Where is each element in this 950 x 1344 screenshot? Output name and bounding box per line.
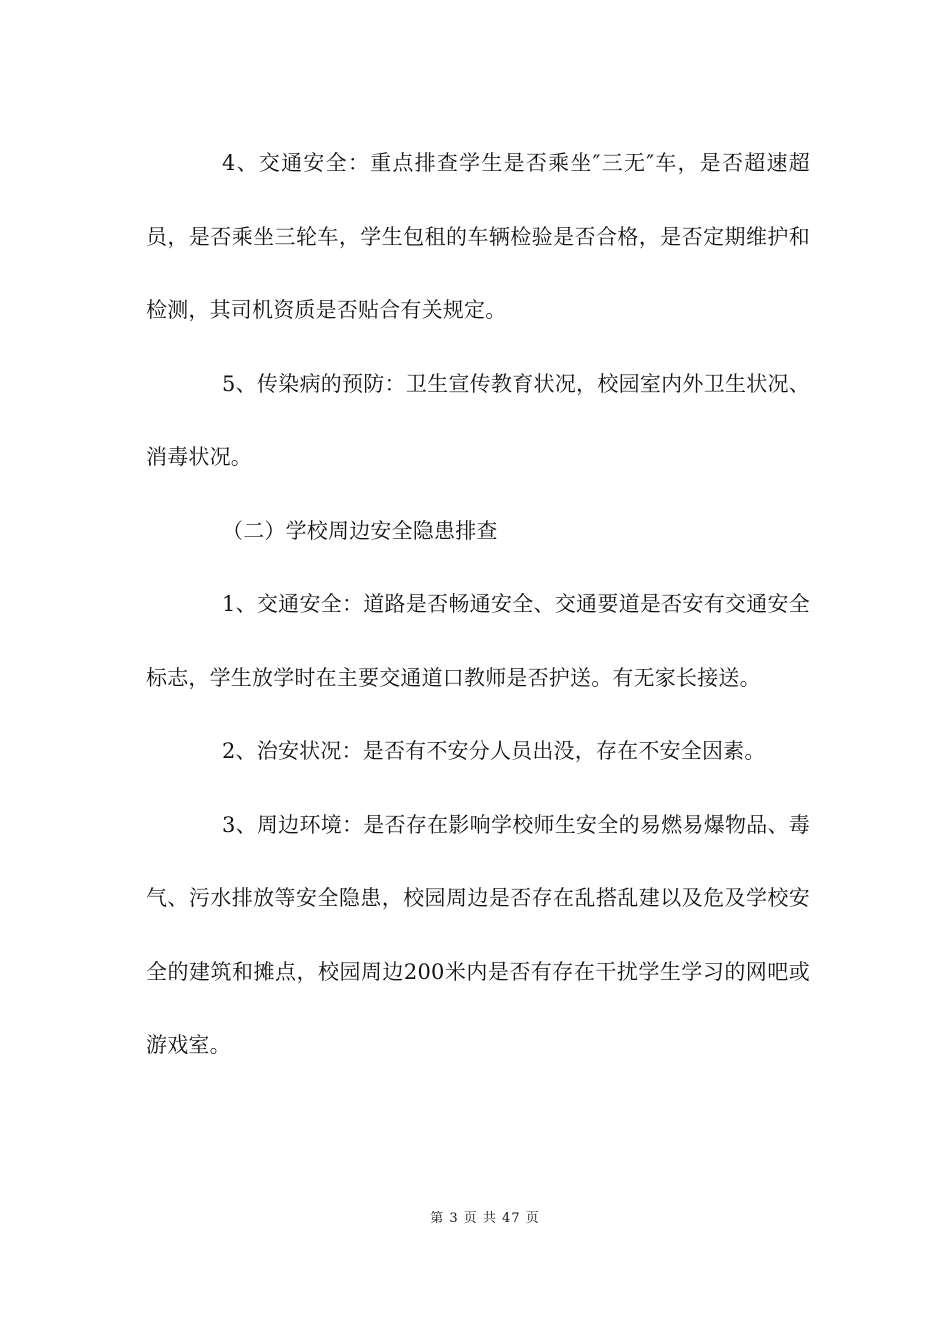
paragraph-surrounding-environment: 3、周边环境：是否存在影响学校师生安全的易燃易爆物品、毒气、污水排放等安全隐患，校园周边是否存在乱搭乱建以及危及学校安全的建筑和摊点，校园周边200米内是否有存在干扰学生学习的网吧或游戏室。 (146, 812, 810, 1057)
section-heading-surroundings: （二）学校周边安全隐患排查 (222, 518, 498, 543)
page-number-footer: 第 3 页 共 47 页 (430, 1211, 540, 1226)
paragraph-road-traffic-safety: 1、交通安全：道路是否畅通安全、交通要道是否安有交通安全标志，学生放学时在主要交通道口教师是否护送。有无家长接送。 (146, 592, 810, 690)
document-body (146, 127, 810, 1083)
paragraph-traffic-safety-vehicles: 4、交通安全：重点排查学生是否乘坐″三无″车，是否超速超员，是否乘坐三轮车，学生包租的车辆检验是否合格，是否定期维护和检测，其司机资质是否贴合有关规定。 (146, 151, 810, 322)
paragraph-infectious-disease-prevention: 5、传染病的预防：卫生宣传教育状况，校园室内外卫生状况、消毒状况。 (146, 371, 810, 469)
paragraph-public-security: 2、治安状况：是否有不安分人员出没，存在不安全因素。 (222, 739, 766, 763)
